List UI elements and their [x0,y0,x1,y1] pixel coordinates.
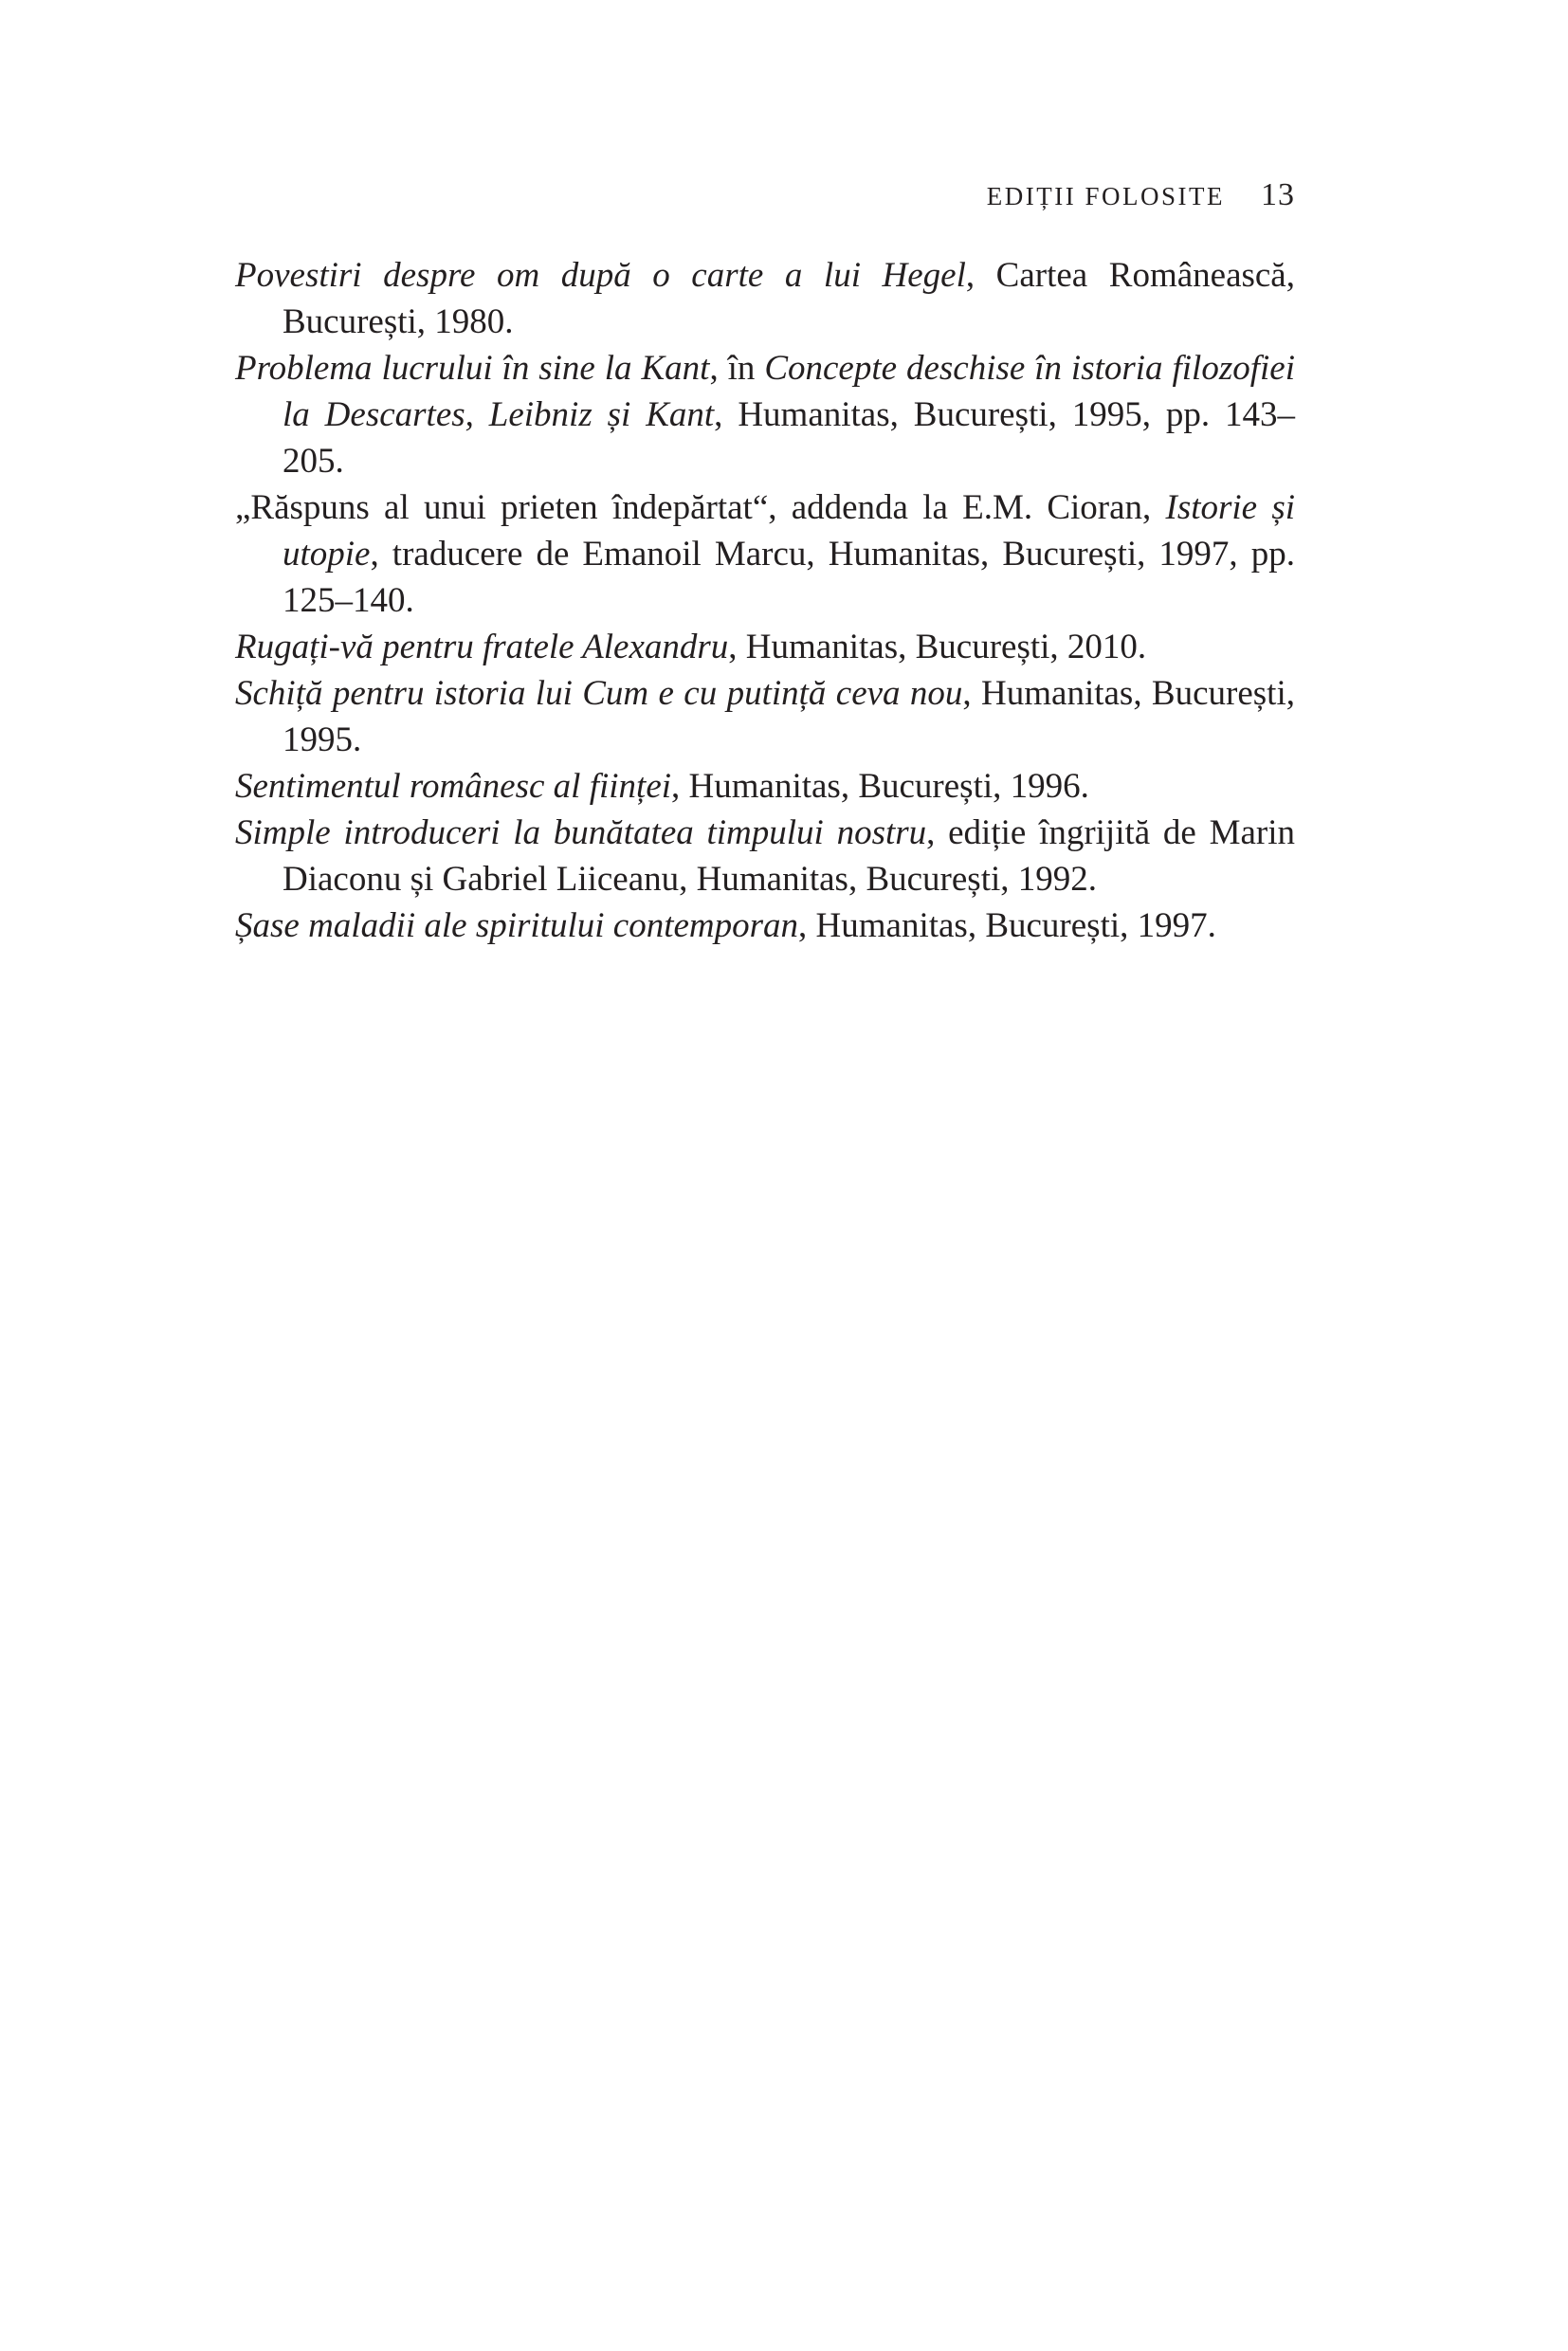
section-title: EDIȚII FOLOSITE [986,182,1225,210]
work-title: Problema lucrului în sine la Kant [235,349,710,388]
publication-details: , Humanitas, București, 2010. [728,628,1147,666]
publication-details: , Humanitas, București, 1995. [283,674,1295,759]
bib-entry [235,902,1295,949]
quoted-essay-title: „Răspuns al unui prieten îndepărtat“, addenda la E.M. Cioran, [235,488,1166,527]
page-number: 13 [1261,177,1295,212]
work-title: Simple introduceri la bunătatea timpului nostru [235,813,927,852]
bib-entry [235,810,1295,902]
running-head [0,176,1295,215]
bib-entry [235,763,1295,810]
work-title: Povestiri despre om după o carte a lui Hegel [235,256,966,295]
publication-details: , Humanitas, București, 1997. [798,906,1216,945]
publication-details: , Cartea Românească, București, 1980. [283,256,1295,341]
connector-text: , în [709,349,765,388]
work-title: Schiță pentru istoria lui Cum e cu putință ceva nou [235,674,963,713]
work-title: Rugați-vă pentru fratele Alexandru [235,628,729,666]
publication-details: , Humanitas, București, 1995, pp. 143–205. [283,395,1295,481]
bib-entry [235,345,1295,484]
work-title: Sentimentul românesc al ființei [235,767,672,806]
bib-entry [235,670,1295,763]
volume-title: Concepte deschise în istoria filozofiei la Descartes, Leibniz și Kant [283,349,1295,434]
publication-details: , traducere de Emanoil Marcu, Humanitas, București, 1997, pp. 125–140. [283,535,1295,620]
publication-details: , Humanitas, București, 1996. [671,767,1089,806]
work-title: Șase maladii ale spiritului contemporan [235,906,799,945]
publication-details: , ediție îngrijită de Marin Diaconu și Gabriel Liiceanu, Humanitas, București, 1992. [283,813,1296,899]
work-title: Istorie și utopie [283,488,1295,574]
bib-entry [235,624,1295,670]
bibliography-list [235,252,1295,949]
bib-entry [235,252,1295,345]
bib-entry [235,484,1295,624]
